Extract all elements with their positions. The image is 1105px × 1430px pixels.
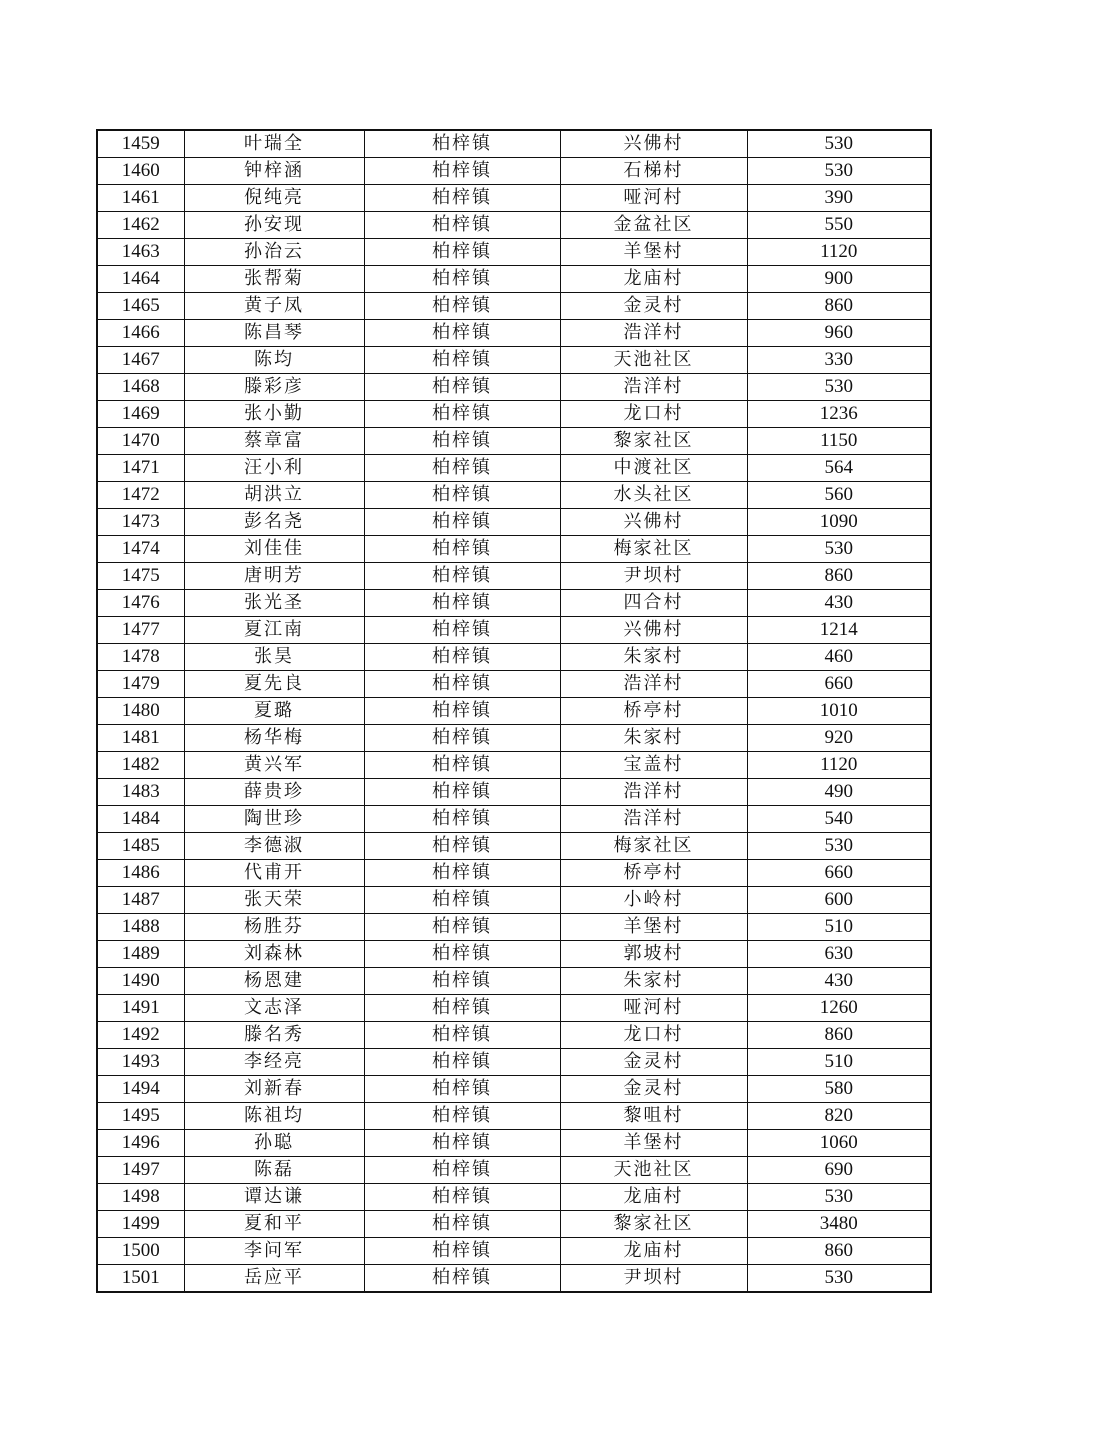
amount-cell: 820 [747,1103,931,1130]
town-cell: 柏梓镇 [364,1022,560,1049]
amount-cell: 1260 [747,995,931,1022]
amount-cell: 960 [747,320,931,347]
name-cell: 滕彩彦 [184,374,364,401]
name-cell: 钟梓涵 [184,158,364,185]
name-cell: 唐明芳 [184,563,364,590]
roster-table [96,129,932,1293]
row-number-cell: 1485 [97,833,184,860]
town-cell: 柏梓镇 [364,374,560,401]
amount-cell: 690 [747,1157,931,1184]
amount-cell: 560 [747,482,931,509]
row-number-cell: 1500 [97,1238,184,1265]
table-row [97,1157,931,1184]
village-cell: 郭坡村 [560,941,747,968]
village-cell: 浩洋村 [560,779,747,806]
row-number-cell: 1461 [97,185,184,212]
village-cell: 哑河村 [560,995,747,1022]
town-cell: 柏梓镇 [364,239,560,266]
village-cell: 四合村 [560,590,747,617]
town-cell: 柏梓镇 [364,833,560,860]
row-number-cell: 1498 [97,1184,184,1211]
row-number-cell: 1497 [97,1157,184,1184]
village-cell: 羊堡村 [560,1130,747,1157]
amount-cell: 1236 [747,401,931,428]
table-row [97,212,931,239]
row-number-cell: 1467 [97,347,184,374]
town-cell: 柏梓镇 [364,347,560,374]
name-cell: 黄子凤 [184,293,364,320]
row-number-cell: 1501 [97,1265,184,1293]
town-cell: 柏梓镇 [364,941,560,968]
row-number-cell: 1470 [97,428,184,455]
amount-cell: 530 [747,536,931,563]
village-cell: 哑河村 [560,185,747,212]
table-row [97,293,931,320]
amount-cell: 1120 [747,752,931,779]
row-number-cell: 1464 [97,266,184,293]
amount-cell: 630 [747,941,931,968]
town-cell: 柏梓镇 [364,1265,560,1293]
name-cell: 夏江南 [184,617,364,644]
row-number-cell: 1459 [97,130,184,158]
name-cell: 杨华梅 [184,725,364,752]
village-cell: 朱家村 [560,968,747,995]
town-cell: 柏梓镇 [364,401,560,428]
town-cell: 柏梓镇 [364,860,560,887]
village-cell: 朱家村 [560,644,747,671]
table-row [97,1211,931,1238]
town-cell: 柏梓镇 [364,779,560,806]
name-cell: 张光圣 [184,590,364,617]
table-row [97,968,931,995]
town-cell: 柏梓镇 [364,671,560,698]
table-row [97,887,931,914]
table-row [97,455,931,482]
village-cell: 金灵村 [560,1076,747,1103]
village-cell: 朱家村 [560,725,747,752]
amount-cell: 1120 [747,239,931,266]
table-row [97,347,931,374]
table-row [97,833,931,860]
row-number-cell: 1466 [97,320,184,347]
village-cell: 龙庙村 [560,266,747,293]
table-row [97,1184,931,1211]
row-number-cell: 1479 [97,671,184,698]
table-row [97,1238,931,1265]
town-cell: 柏梓镇 [364,509,560,536]
name-cell: 孙聪 [184,1130,364,1157]
row-number-cell: 1468 [97,374,184,401]
name-cell: 陶世珍 [184,806,364,833]
row-number-cell: 1472 [97,482,184,509]
table-row [97,698,931,725]
row-number-cell: 1496 [97,1130,184,1157]
amount-cell: 510 [747,914,931,941]
name-cell: 陈昌琴 [184,320,364,347]
amount-cell: 430 [747,590,931,617]
name-cell: 叶瑞全 [184,130,364,158]
amount-cell: 900 [747,266,931,293]
name-cell: 陈均 [184,347,364,374]
name-cell: 文志泽 [184,995,364,1022]
amount-cell: 860 [747,1238,931,1265]
amount-cell: 3480 [747,1211,931,1238]
table-row [97,374,931,401]
row-number-cell: 1495 [97,1103,184,1130]
name-cell: 刘新春 [184,1076,364,1103]
table-row [97,428,931,455]
table-row [97,941,931,968]
table-row [97,1022,931,1049]
name-cell: 刘森林 [184,941,364,968]
amount-cell: 390 [747,185,931,212]
name-cell: 李经亮 [184,1049,364,1076]
village-cell: 龙口村 [560,401,747,428]
amount-cell: 490 [747,779,931,806]
row-number-cell: 1469 [97,401,184,428]
row-number-cell: 1492 [97,1022,184,1049]
table-row [97,482,931,509]
table-row [97,1076,931,1103]
town-cell: 柏梓镇 [364,130,560,158]
table-row [97,158,931,185]
name-cell: 张小勤 [184,401,364,428]
table-row [97,266,931,293]
table-row [97,617,931,644]
town-cell: 柏梓镇 [364,806,560,833]
town-cell: 柏梓镇 [364,914,560,941]
village-cell: 龙庙村 [560,1184,747,1211]
amount-cell: 860 [747,293,931,320]
town-cell: 柏梓镇 [364,1076,560,1103]
village-cell: 桥亭村 [560,860,747,887]
village-cell: 小岭村 [560,887,747,914]
amount-cell: 1090 [747,509,931,536]
row-number-cell: 1488 [97,914,184,941]
name-cell: 夏和平 [184,1211,364,1238]
town-cell: 柏梓镇 [364,995,560,1022]
table-row [97,860,931,887]
village-cell: 龙口村 [560,1022,747,1049]
amount-cell: 1060 [747,1130,931,1157]
town-cell: 柏梓镇 [364,752,560,779]
name-cell: 代甫开 [184,860,364,887]
row-number-cell: 1486 [97,860,184,887]
town-cell: 柏梓镇 [364,482,560,509]
table-row [97,644,931,671]
table-row [97,671,931,698]
village-cell: 浩洋村 [560,374,747,401]
town-cell: 柏梓镇 [364,1211,560,1238]
village-cell: 水头社区 [560,482,747,509]
village-cell: 兴佛村 [560,130,747,158]
table-row [97,590,931,617]
town-cell: 柏梓镇 [364,1130,560,1157]
village-cell: 浩洋村 [560,671,747,698]
village-cell: 浩洋村 [560,806,747,833]
row-number-cell: 1493 [97,1049,184,1076]
name-cell: 夏璐 [184,698,364,725]
village-cell: 兴佛村 [560,617,747,644]
row-number-cell: 1491 [97,995,184,1022]
village-cell: 浩洋村 [560,320,747,347]
town-cell: 柏梓镇 [364,320,560,347]
name-cell: 杨胜芬 [184,914,364,941]
amount-cell: 530 [747,833,931,860]
row-number-cell: 1477 [97,617,184,644]
name-cell: 岳应平 [184,1265,364,1293]
village-cell: 金灵村 [560,1049,747,1076]
town-cell: 柏梓镇 [364,212,560,239]
table-row [97,806,931,833]
town-cell: 柏梓镇 [364,563,560,590]
row-number-cell: 1487 [97,887,184,914]
table-row [97,563,931,590]
town-cell: 柏梓镇 [364,266,560,293]
table-row [97,995,931,1022]
name-cell: 蔡章富 [184,428,364,455]
name-cell: 刘佳佳 [184,536,364,563]
amount-cell: 860 [747,563,931,590]
name-cell: 李德淑 [184,833,364,860]
name-cell: 李问军 [184,1238,364,1265]
roster-table-body [97,130,931,1292]
name-cell: 倪纯亮 [184,185,364,212]
table-row [97,1049,931,1076]
row-number-cell: 1476 [97,590,184,617]
table-row [97,509,931,536]
name-cell: 陈磊 [184,1157,364,1184]
name-cell: 陈祖均 [184,1103,364,1130]
village-cell: 梅家社区 [560,536,747,563]
amount-cell: 530 [747,158,931,185]
village-cell: 中渡社区 [560,455,747,482]
village-cell: 金灵村 [560,293,747,320]
table-row [97,725,931,752]
village-cell: 龙庙村 [560,1238,747,1265]
village-cell: 黎咀村 [560,1103,747,1130]
row-number-cell: 1473 [97,509,184,536]
amount-cell: 530 [747,130,931,158]
row-number-cell: 1481 [97,725,184,752]
town-cell: 柏梓镇 [364,455,560,482]
row-number-cell: 1494 [97,1076,184,1103]
town-cell: 柏梓镇 [364,1238,560,1265]
name-cell: 张天荣 [184,887,364,914]
village-cell: 宝盖村 [560,752,747,779]
village-cell: 天池社区 [560,1157,747,1184]
town-cell: 柏梓镇 [364,887,560,914]
row-number-cell: 1475 [97,563,184,590]
amount-cell: 920 [747,725,931,752]
town-cell: 柏梓镇 [364,428,560,455]
name-cell: 孙治云 [184,239,364,266]
row-number-cell: 1471 [97,455,184,482]
table-row [97,1130,931,1157]
name-cell: 彭名尧 [184,509,364,536]
amount-cell: 1010 [747,698,931,725]
row-number-cell: 1478 [97,644,184,671]
amount-cell: 860 [747,1022,931,1049]
name-cell: 孙安现 [184,212,364,239]
amount-cell: 660 [747,671,931,698]
name-cell: 胡洪立 [184,482,364,509]
row-number-cell: 1490 [97,968,184,995]
row-number-cell: 1462 [97,212,184,239]
amount-cell: 580 [747,1076,931,1103]
row-number-cell: 1482 [97,752,184,779]
name-cell: 薛贵珍 [184,779,364,806]
amount-cell: 1214 [747,617,931,644]
row-number-cell: 1474 [97,536,184,563]
name-cell: 夏先良 [184,671,364,698]
village-cell: 羊堡村 [560,914,747,941]
name-cell: 汪小利 [184,455,364,482]
town-cell: 柏梓镇 [364,536,560,563]
amount-cell: 660 [747,860,931,887]
table-row [97,130,931,158]
village-cell: 黎家社区 [560,1211,747,1238]
name-cell: 谭达谦 [184,1184,364,1211]
row-number-cell: 1499 [97,1211,184,1238]
town-cell: 柏梓镇 [364,590,560,617]
amount-cell: 430 [747,968,931,995]
town-cell: 柏梓镇 [364,1184,560,1211]
town-cell: 柏梓镇 [364,1103,560,1130]
amount-cell: 530 [747,374,931,401]
town-cell: 柏梓镇 [364,185,560,212]
table-row [97,779,931,806]
town-cell: 柏梓镇 [364,698,560,725]
village-cell: 尹坝村 [560,563,747,590]
amount-cell: 530 [747,1265,931,1293]
name-cell: 张昊 [184,644,364,671]
amount-cell: 600 [747,887,931,914]
name-cell: 黄兴军 [184,752,364,779]
amount-cell: 1150 [747,428,931,455]
table-row [97,320,931,347]
row-number-cell: 1483 [97,779,184,806]
village-cell: 石梯村 [560,158,747,185]
table-row [97,914,931,941]
name-cell: 张帮菊 [184,266,364,293]
table-row [97,752,931,779]
row-number-cell: 1484 [97,806,184,833]
table-row [97,1265,931,1293]
table-row [97,185,931,212]
village-cell: 金盆社区 [560,212,747,239]
village-cell: 天池社区 [560,347,747,374]
village-cell: 羊堡村 [560,239,747,266]
amount-cell: 330 [747,347,931,374]
village-cell: 梅家社区 [560,833,747,860]
town-cell: 柏梓镇 [364,158,560,185]
row-number-cell: 1480 [97,698,184,725]
table-row [97,401,931,428]
amount-cell: 550 [747,212,931,239]
town-cell: 柏梓镇 [364,644,560,671]
amount-cell: 460 [747,644,931,671]
amount-cell: 510 [747,1049,931,1076]
town-cell: 柏梓镇 [364,617,560,644]
amount-cell: 540 [747,806,931,833]
town-cell: 柏梓镇 [364,725,560,752]
table-row [97,1103,931,1130]
village-cell: 桥亭村 [560,698,747,725]
town-cell: 柏梓镇 [364,293,560,320]
amount-cell: 564 [747,455,931,482]
village-cell: 尹坝村 [560,1265,747,1293]
name-cell: 杨恩建 [184,968,364,995]
name-cell: 滕名秀 [184,1022,364,1049]
table-row [97,239,931,266]
town-cell: 柏梓镇 [364,968,560,995]
row-number-cell: 1489 [97,941,184,968]
village-cell: 兴佛村 [560,509,747,536]
amount-cell: 530 [747,1184,931,1211]
row-number-cell: 1465 [97,293,184,320]
row-number-cell: 1463 [97,239,184,266]
town-cell: 柏梓镇 [364,1049,560,1076]
table-row [97,536,931,563]
row-number-cell: 1460 [97,158,184,185]
town-cell: 柏梓镇 [364,1157,560,1184]
village-cell: 黎家社区 [560,428,747,455]
